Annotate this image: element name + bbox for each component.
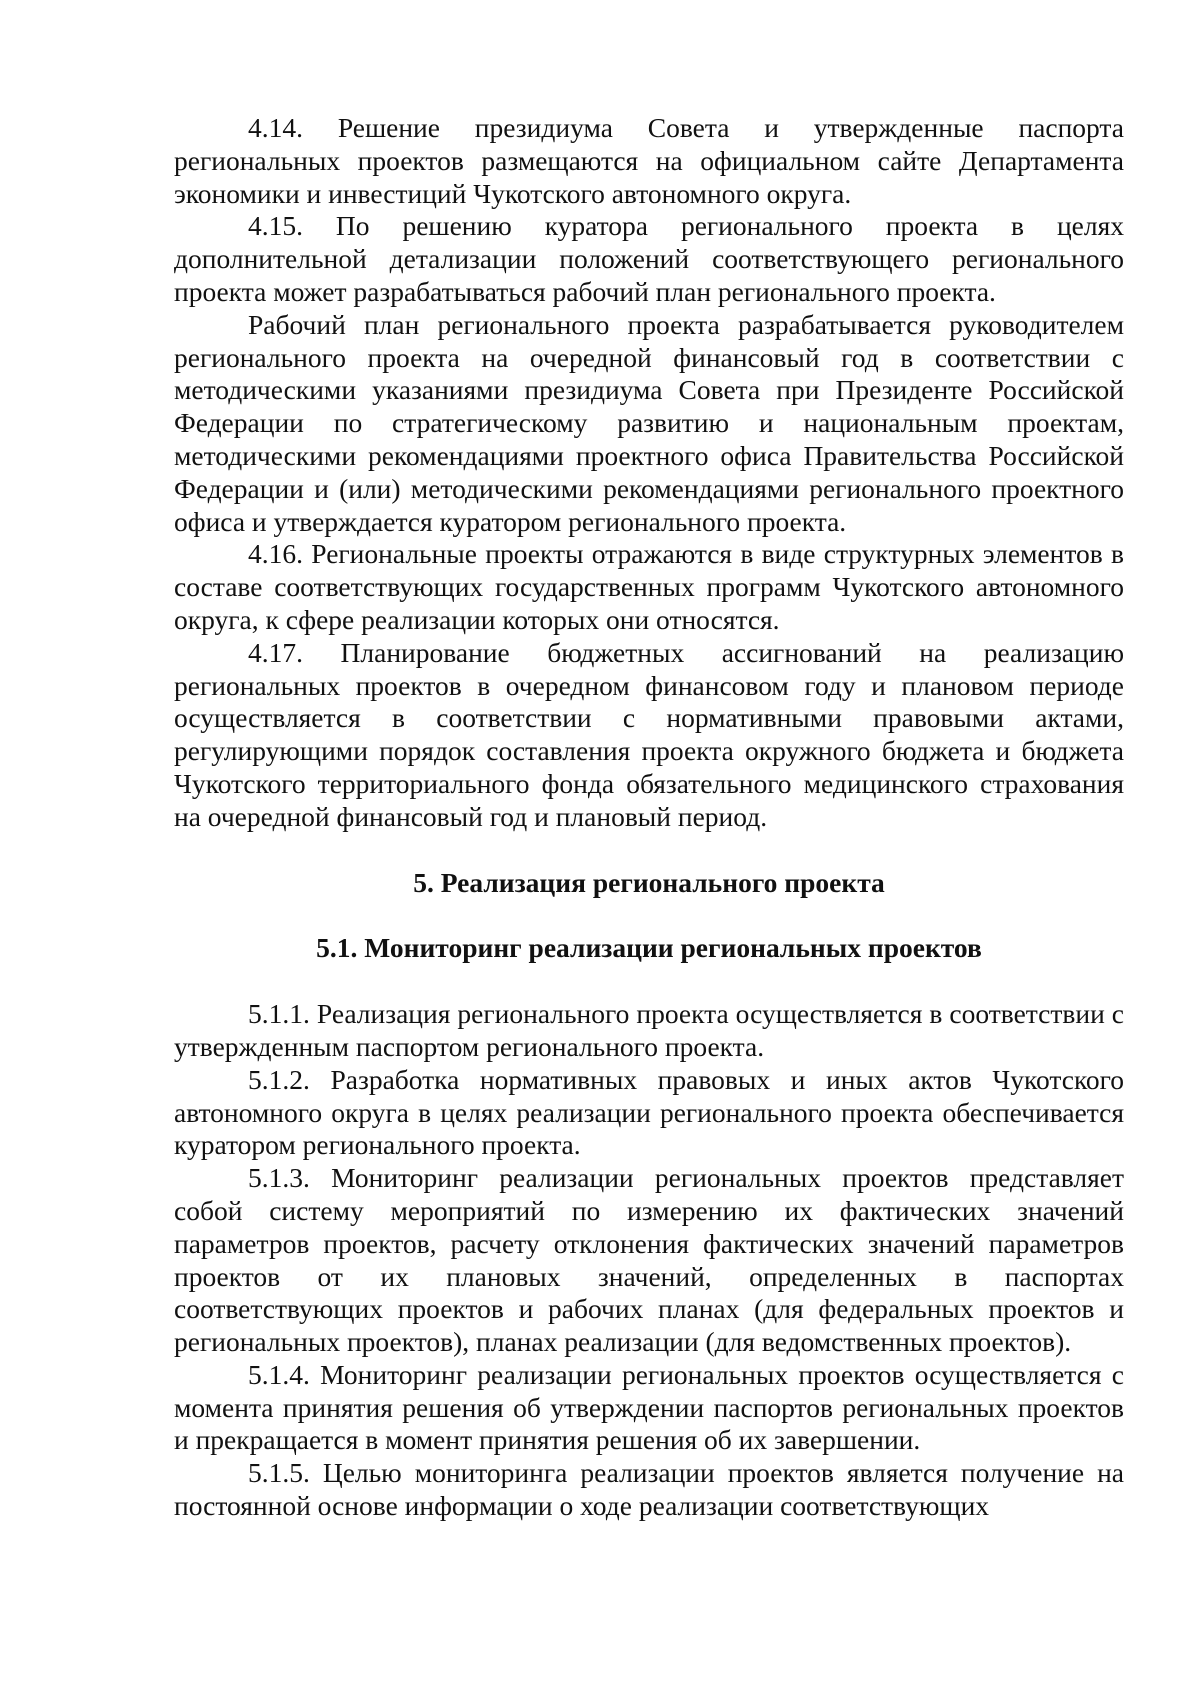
section-heading: 5. Реализация регионального проекта xyxy=(413,866,885,898)
paragraph-4-14: 4.14. Решение президиума Совета и утвержденные паспорта региональных проектов размещаются на официальном сайте Департамента экономики и инвестиций Чукотского автономного округа. xyxy=(174,112,1124,209)
paragraph-4-16: 4.16. Региональные проекты отражаются в виде структурных элементов в составе соответствующих государственных программ Чукотского автономного округа, к сфере реализации которых они относятся. xyxy=(174,538,1124,635)
paragraph-5-1-2: 5.1.2. Разработка нормативных правовых и иных актов Чукотского автономного округа в целях реализации регионального проекта обеспечивается куратором регионального проекта. xyxy=(174,1063,1124,1161)
paragraph-5-1-1: 5.1.1. Реализация регионального проекта осуществляется в соответствии с утвержденным паспортом регионального проекта. xyxy=(174,998,1124,1062)
paragraph-work-plan: Рабочий план регионального проекта разрабатывается руководителем регионального проекта на очередной финансовый год в соответствии с методическими указаниями президиума Совета при Президенте Российской Федерации по стратегическому развитию и национальным проектам, методическими рекомендациями проектного офиса Правительства Российской Федерации и (или) методическими рекомендациями регионального проектного офиса и утверждается куратором регионального проекта. xyxy=(174,308,1124,537)
subsection-heading: 5.1. Мониторинг реализации региональных проектов xyxy=(316,932,982,964)
paragraph-5-1-4: 5.1.4. Мониторинг реализации региональных проектов осуществляется с момента принятия решения об утверждении паспортов региональных проектов и прекращается в момент принятия решения об их завершении. xyxy=(174,1358,1124,1456)
paragraph-4-17: 4.17. Планирование бюджетных ассигнований на реализацию региональных проектов в очередном финансовом году и плановом периоде осуществляется в соответствии с нормативными правовыми актами, регулирующими порядок составления проекта окружного бюджета и бюджета Чукотского территориального фонда обязательного медицинского страхования на очередной финансовый год и плановый период. xyxy=(174,636,1124,832)
paragraph-4-15: 4.15. По решению куратора регионального проекта в целях дополнительной детализации положений соответствующего регионального проекта может разрабатываться рабочий план регионального проекта. xyxy=(174,210,1124,307)
paragraph-5-1-3: 5.1.3. Мониторинг реализации региональных проектов представляет собой систему мероприятий по измерению их фактических значений параметров проектов, расчету отклонения фактических значений параметров проектов от их плановых значений, определенных в паспортах соответствующих проектов и рабочих планах (для федеральных проектов и региональных проектов), планах реализации (для ведомственных проектов). xyxy=(174,1162,1124,1358)
document-body xyxy=(174,112,1124,1523)
paragraph-5-1-5: 5.1.5. Целью мониторинга реализации проектов является получение на постоянной основе информации о ходе реализации соответствующих xyxy=(174,1457,1124,1522)
